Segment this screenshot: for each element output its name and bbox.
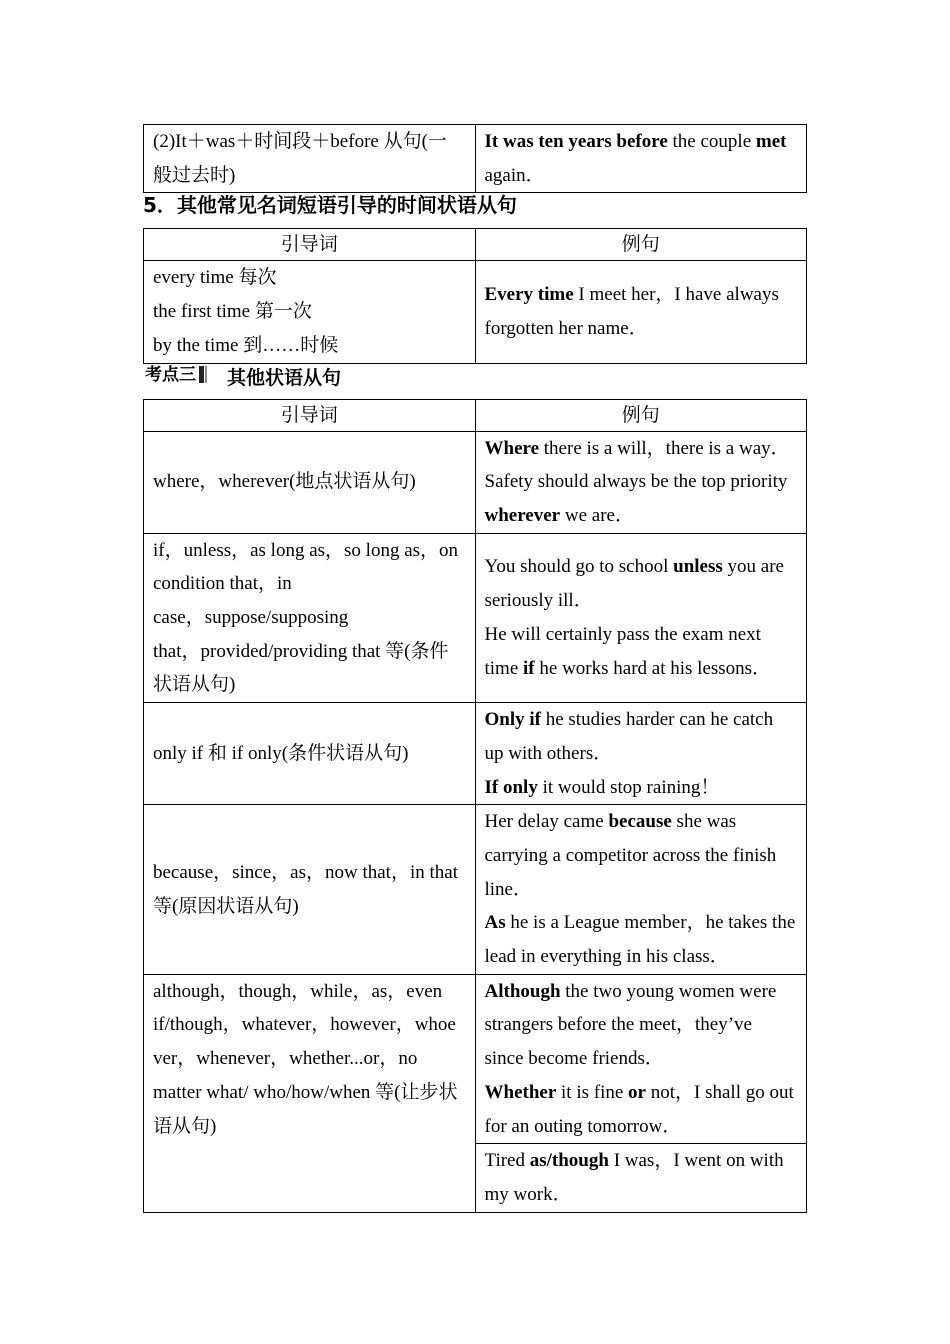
text-segment: Her delay came bbox=[484, 811, 609, 833]
text-line bbox=[153, 1110, 466, 1144]
example-cell bbox=[475, 703, 807, 805]
table-noun-phrase-time-clauses bbox=[143, 228, 807, 363]
example-cell bbox=[475, 805, 807, 975]
text-line bbox=[153, 534, 466, 568]
text-segment: she was bbox=[671, 811, 737, 833]
text-line bbox=[485, 975, 798, 1009]
text-line bbox=[153, 1042, 466, 1076]
keyword-bold: as/though bbox=[529, 1150, 609, 1172]
text-segment: 语从句) bbox=[153, 1115, 217, 1137]
keyword-bold: Where bbox=[484, 437, 540, 459]
table-row bbox=[144, 431, 807, 533]
table-row bbox=[144, 703, 807, 805]
header-row bbox=[144, 399, 807, 431]
text-segment: he is a League member，he takes the bbox=[505, 912, 796, 934]
text-line bbox=[153, 635, 466, 669]
text-segment: for an outing tomorrow． bbox=[484, 1115, 682, 1137]
topic-badge: 考点三 bbox=[145, 364, 196, 385]
text-segment: he works hard at his lessons． bbox=[534, 657, 772, 679]
text-segment: Safety should always be the top priority bbox=[484, 471, 788, 493]
keyword-bold: As bbox=[484, 912, 506, 934]
text-line bbox=[485, 703, 798, 737]
text-segment: again． bbox=[484, 164, 545, 186]
keyword-bold: Every time bbox=[484, 284, 574, 306]
text-segment: matter what/ who/how/when 等(让步状 bbox=[153, 1081, 458, 1103]
text-line bbox=[485, 1178, 798, 1212]
text-line bbox=[153, 737, 466, 771]
text-segment: time bbox=[484, 657, 524, 679]
lead-word-cell bbox=[144, 533, 476, 703]
text-line bbox=[485, 940, 798, 974]
text-line bbox=[153, 975, 466, 1009]
text-segment: if，unless，as long as，so long as，on bbox=[153, 539, 459, 561]
table-other-adverbial-clauses bbox=[143, 399, 807, 1213]
text-segment: if/though，whatever，however，whoe bbox=[153, 1014, 456, 1036]
text-line bbox=[153, 295, 466, 329]
text-line bbox=[485, 652, 798, 686]
text-segment: by the time 到……时候 bbox=[153, 334, 339, 356]
text-line bbox=[153, 1076, 466, 1110]
text-line bbox=[153, 465, 466, 499]
document-page bbox=[143, 124, 807, 1213]
text-line bbox=[485, 125, 798, 159]
keyword-bold: wherever bbox=[484, 504, 561, 526]
text-line bbox=[153, 1008, 466, 1042]
text-line bbox=[485, 906, 798, 940]
header-row bbox=[144, 229, 807, 261]
text-segment: condition that，in bbox=[153, 573, 292, 595]
text-segment: strangers before the meet，they’ve bbox=[484, 1014, 752, 1036]
text-segment: the first time 第一次 bbox=[153, 301, 312, 323]
text-segment: I was，I went on with bbox=[608, 1150, 784, 1172]
table-body bbox=[144, 431, 807, 1212]
text-segment: that，provided/providing that 等(条件 bbox=[153, 640, 449, 662]
lead-word-cell bbox=[144, 974, 476, 1212]
table-row bbox=[144, 125, 807, 193]
text-segment: the two young women were bbox=[560, 980, 777, 1002]
section-marker-icon bbox=[199, 366, 208, 383]
table-row bbox=[144, 261, 807, 363]
text-line bbox=[153, 261, 466, 295]
keyword-bold: met bbox=[755, 131, 787, 152]
text-segment: you are bbox=[722, 556, 784, 578]
table-row bbox=[144, 974, 807, 1144]
text-line bbox=[485, 1042, 798, 1076]
text-line bbox=[485, 312, 798, 346]
text-segment: up with others． bbox=[484, 742, 613, 764]
text-segment: case，suppose/supposing bbox=[153, 607, 349, 629]
text-line bbox=[485, 550, 798, 584]
text-line bbox=[485, 873, 798, 907]
text-line bbox=[485, 499, 798, 533]
table-header bbox=[144, 399, 807, 431]
text-segment: every time 每次 bbox=[153, 267, 277, 289]
text-line bbox=[485, 584, 798, 618]
text-segment: line． bbox=[484, 878, 532, 900]
text-segment: it would stop raining！ bbox=[537, 776, 720, 798]
text-segment: it is fine bbox=[556, 1081, 629, 1103]
keyword-bold: It was ten years before bbox=[484, 131, 668, 152]
text-segment: 般过去时) bbox=[153, 164, 236, 186]
text-line bbox=[485, 1076, 798, 1110]
keyword-bold: because bbox=[608, 811, 672, 833]
text-segment: forgotten her name． bbox=[484, 317, 648, 339]
table-header bbox=[144, 229, 807, 261]
keyword-bold: unless bbox=[673, 556, 723, 578]
example-cell bbox=[475, 125, 807, 193]
text-segment: Tired bbox=[484, 1150, 530, 1172]
text-line bbox=[485, 805, 798, 839]
table-row bbox=[144, 533, 807, 703]
text-line bbox=[153, 890, 466, 924]
text-segment: my work． bbox=[484, 1183, 572, 1205]
text-line bbox=[485, 839, 798, 873]
keyword-bold: or bbox=[628, 1081, 646, 1103]
section-heading-text: 5．其他常见名词短语引导的时间状语从句 bbox=[143, 193, 517, 218]
text-line bbox=[153, 125, 466, 159]
text-line bbox=[485, 618, 798, 652]
table-row bbox=[144, 805, 807, 975]
text-segment: we are． bbox=[560, 504, 634, 526]
text-segment: although，though，while，as，even bbox=[153, 980, 443, 1002]
text-line bbox=[153, 668, 466, 702]
text-line bbox=[153, 601, 466, 635]
keyword-bold: Although bbox=[484, 980, 561, 1002]
text-line bbox=[485, 1008, 798, 1042]
table-body bbox=[144, 261, 807, 363]
text-segment: where，wherever(地点状语从句) bbox=[153, 471, 416, 493]
text-segment: since become friends． bbox=[484, 1048, 664, 1070]
text-line bbox=[153, 567, 466, 601]
lead-word-cell bbox=[144, 125, 476, 193]
column-header-lead-word: 引导词 bbox=[144, 229, 476, 261]
topic-title: 其他状语从句 bbox=[227, 366, 342, 389]
text-segment: You should go to school bbox=[484, 556, 674, 578]
lead-word-cell bbox=[144, 431, 476, 533]
text-segment: there is a will，there is a way． bbox=[539, 437, 790, 459]
keyword-bold: If only bbox=[484, 776, 538, 798]
text-line bbox=[485, 771, 798, 805]
text-segment: 状语从句) bbox=[153, 674, 236, 696]
keyword-bold: Only if bbox=[484, 709, 541, 731]
text-segment: not，I shall go out bbox=[645, 1081, 794, 1103]
example-cell bbox=[475, 431, 807, 533]
text-line bbox=[153, 329, 466, 363]
text-segment: he studies harder can he catch bbox=[540, 709, 774, 731]
text-segment: lead in everything in his class． bbox=[484, 946, 729, 968]
example-cell bbox=[475, 533, 807, 703]
text-segment: I meet her，I have always bbox=[573, 284, 779, 306]
example-cell bbox=[475, 261, 807, 363]
text-line bbox=[485, 278, 798, 312]
text-segment: ver，whenever，whether...or，no bbox=[153, 1048, 418, 1070]
text-line bbox=[485, 465, 798, 499]
text-segment: (2)It＋was＋时间段＋before 从句(一 bbox=[153, 131, 447, 152]
column-header-lead-word: 引导词 bbox=[144, 399, 476, 431]
text-line bbox=[485, 1110, 798, 1144]
keyword-bold: if bbox=[523, 657, 535, 679]
example-cell bbox=[475, 974, 807, 1144]
table-body bbox=[144, 125, 807, 193]
text-segment: 等(原因状语从句) bbox=[153, 895, 299, 917]
text-line bbox=[485, 737, 798, 771]
text-segment: because，since，as，now that，in that bbox=[153, 861, 458, 883]
lead-word-cell bbox=[144, 805, 476, 975]
text-line bbox=[485, 159, 798, 193]
text-line bbox=[153, 856, 466, 890]
text-line bbox=[485, 432, 798, 466]
example-cell bbox=[475, 1144, 807, 1212]
text-segment: He will certainly pass the exam next bbox=[484, 623, 761, 645]
keyword-bold: Whether bbox=[484, 1081, 557, 1103]
lead-word-cell bbox=[144, 703, 476, 805]
text-segment: the couple bbox=[667, 131, 756, 152]
text-segment: carrying a competitor across the finish bbox=[484, 844, 777, 866]
text-segment: seriously ill． bbox=[484, 590, 593, 612]
text-segment: only if 和 if only(条件状语从句) bbox=[153, 742, 409, 764]
text-line bbox=[485, 1144, 798, 1178]
column-header-example: 例句 bbox=[475, 399, 807, 431]
lead-word-cell bbox=[144, 261, 476, 363]
table-time-clause-continued bbox=[143, 124, 807, 193]
text-line bbox=[153, 159, 466, 193]
topic-heading bbox=[143, 364, 807, 399]
column-header-example: 例句 bbox=[475, 229, 807, 261]
section-heading bbox=[143, 193, 807, 228]
